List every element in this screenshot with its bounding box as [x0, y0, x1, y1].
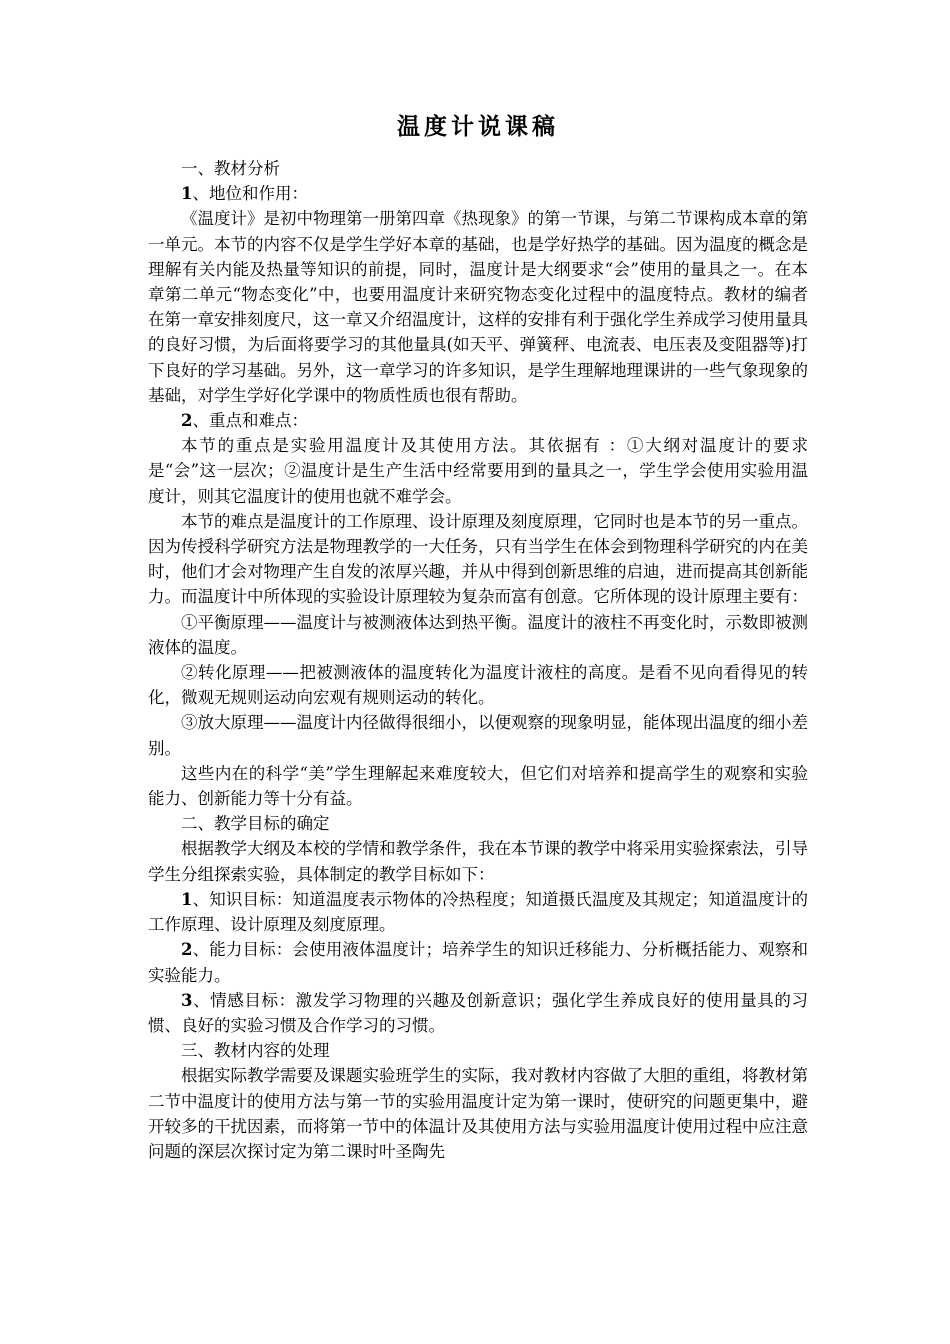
paragraph-content-processing: 根据实际教学需要及课题实验班学生的实际，我对教材内容做了大胆的重组，将教材第二节中温度计的使用方法与第一节的实验用温度计定为第一课时，使研究的问题更集中，避开较多的干扰因素，而将第一节中的体温计及其使用方法与实验用温度计使用过程中应注意问题的深层次探讨定为第二课时叶圣陶先 — [148, 1066, 808, 1161]
paragraph-scientific-beauty: 这些内在的科学“美”学生理解起来难度较大，但它们对培养和提高学生的观察和实验能力、创新能力等十分有益。 — [148, 763, 808, 809]
paragraph-conversion-principle: ②转化原理——把被测液体的温度转化为温度计液柱的高度。是看不见向看得见的转化，微观无规则运动向宏观有规则运动的转化。 — [148, 663, 808, 708]
paragraph-difficult-point: 本节的难点是温度计的工作原理、设计原理及刻度原理，它同时也是本节的另一重点。因为传授科学研究方法是物理教学的一大任务，只有当学生在体会到物理科学研究的内在美时，他们才会对物理产生自发的浓厚兴趣，并从中得到创新思维的启迪，进而提高其创新能力。而温度计中所体现的实验设计原理较为复杂而富有创意。它所体现的设计原理主要有： — [148, 511, 808, 607]
document-page — [148, 108, 808, 1164]
subheading-key-difficult: 2、重点和难点： — [181, 411, 308, 431]
section-heading-3: 三、教材内容的处理 — [181, 1041, 330, 1061]
section-heading-1: 一、教材分析 — [181, 159, 280, 178]
paragraph-ability-goal: 2、能力目标：会使用液体温度计；培养学生的知识迁移能力、分析概括能力、观察和实验能力。 — [148, 940, 808, 985]
section-heading-2: 二、教学目标的确定 — [181, 814, 330, 834]
paragraph-balance-principle: ①平衡原理——温度计与被测液体达到热平衡。温度计的液柱不再变化时，示数即被测液体的温度。 — [148, 612, 808, 657]
paragraph-knowledge-goal: 1、知识目标：知道温度表示物体的冷热程度；知道摄氏温度及其规定；知道温度计的工作原理、设计原理及刻度原理。 — [148, 889, 808, 935]
paragraph-amplification-principle: ③放大原理——温度计内径做得很细小，以便观察的现象明显，能体现出温度的细小差别。 — [148, 713, 808, 758]
paragraph-key-point: 本节的重点是实验用温度计及其使用方法。其依据有 ：①大纲对温度计的要求是“会”这一层次；②温度计是生产生活中经常要用到的量具之一，学生学会使用实验用温度计，则其它温度计的使用也就不难学会。 — [148, 436, 808, 506]
document-title: 温度计说课稿 — [397, 113, 559, 140]
paragraph-position-role: 《温度计》是初中物理第一册第四章《热现象》的第一节课，与第二节课构成本章的第一单元。本节的内容不仅是学生学好本章的基础，也是学好热学的基础。因为温度的概念是理解有关内能及热量等知识的前提，同时，温度计是大纲要求“会”使用的量具之一。在本章第二单元“物态变化”中，也要用温度计来研究物态变化过程中的温度特点。教材的编者在第一章安排刻度尺，这一章又介绍温度计，这样的安排有利于强化学生养成学习使用量具的良好习惯，为后面将要学习的其他量具(如天平、弹簧秤、电流表、电压表及变阻器等)打下良好的学习基础。另外，这一章学习的许多知识，是学生理解地理课讲的一些气象现象的基础，对学生学好化学课中的物质性质也很有帮助。 — [148, 209, 808, 405]
paragraph-teaching-basis: 根据教学大纲及本校的学情和教学条件，我在本节课的教学中将采用实验探索法，引导学生分组探索实验，具体制定的教学目标如下： — [148, 839, 808, 884]
subheading-position-role: 1、地位和作用： — [181, 184, 308, 204]
paragraph-emotion-goal: 3、情感目标：激发学习物理的兴趣及创新意识；强化学生养成良好的使用量具的习惯、良好的实验习惯及合作学习的习惯。 — [148, 990, 808, 1035]
